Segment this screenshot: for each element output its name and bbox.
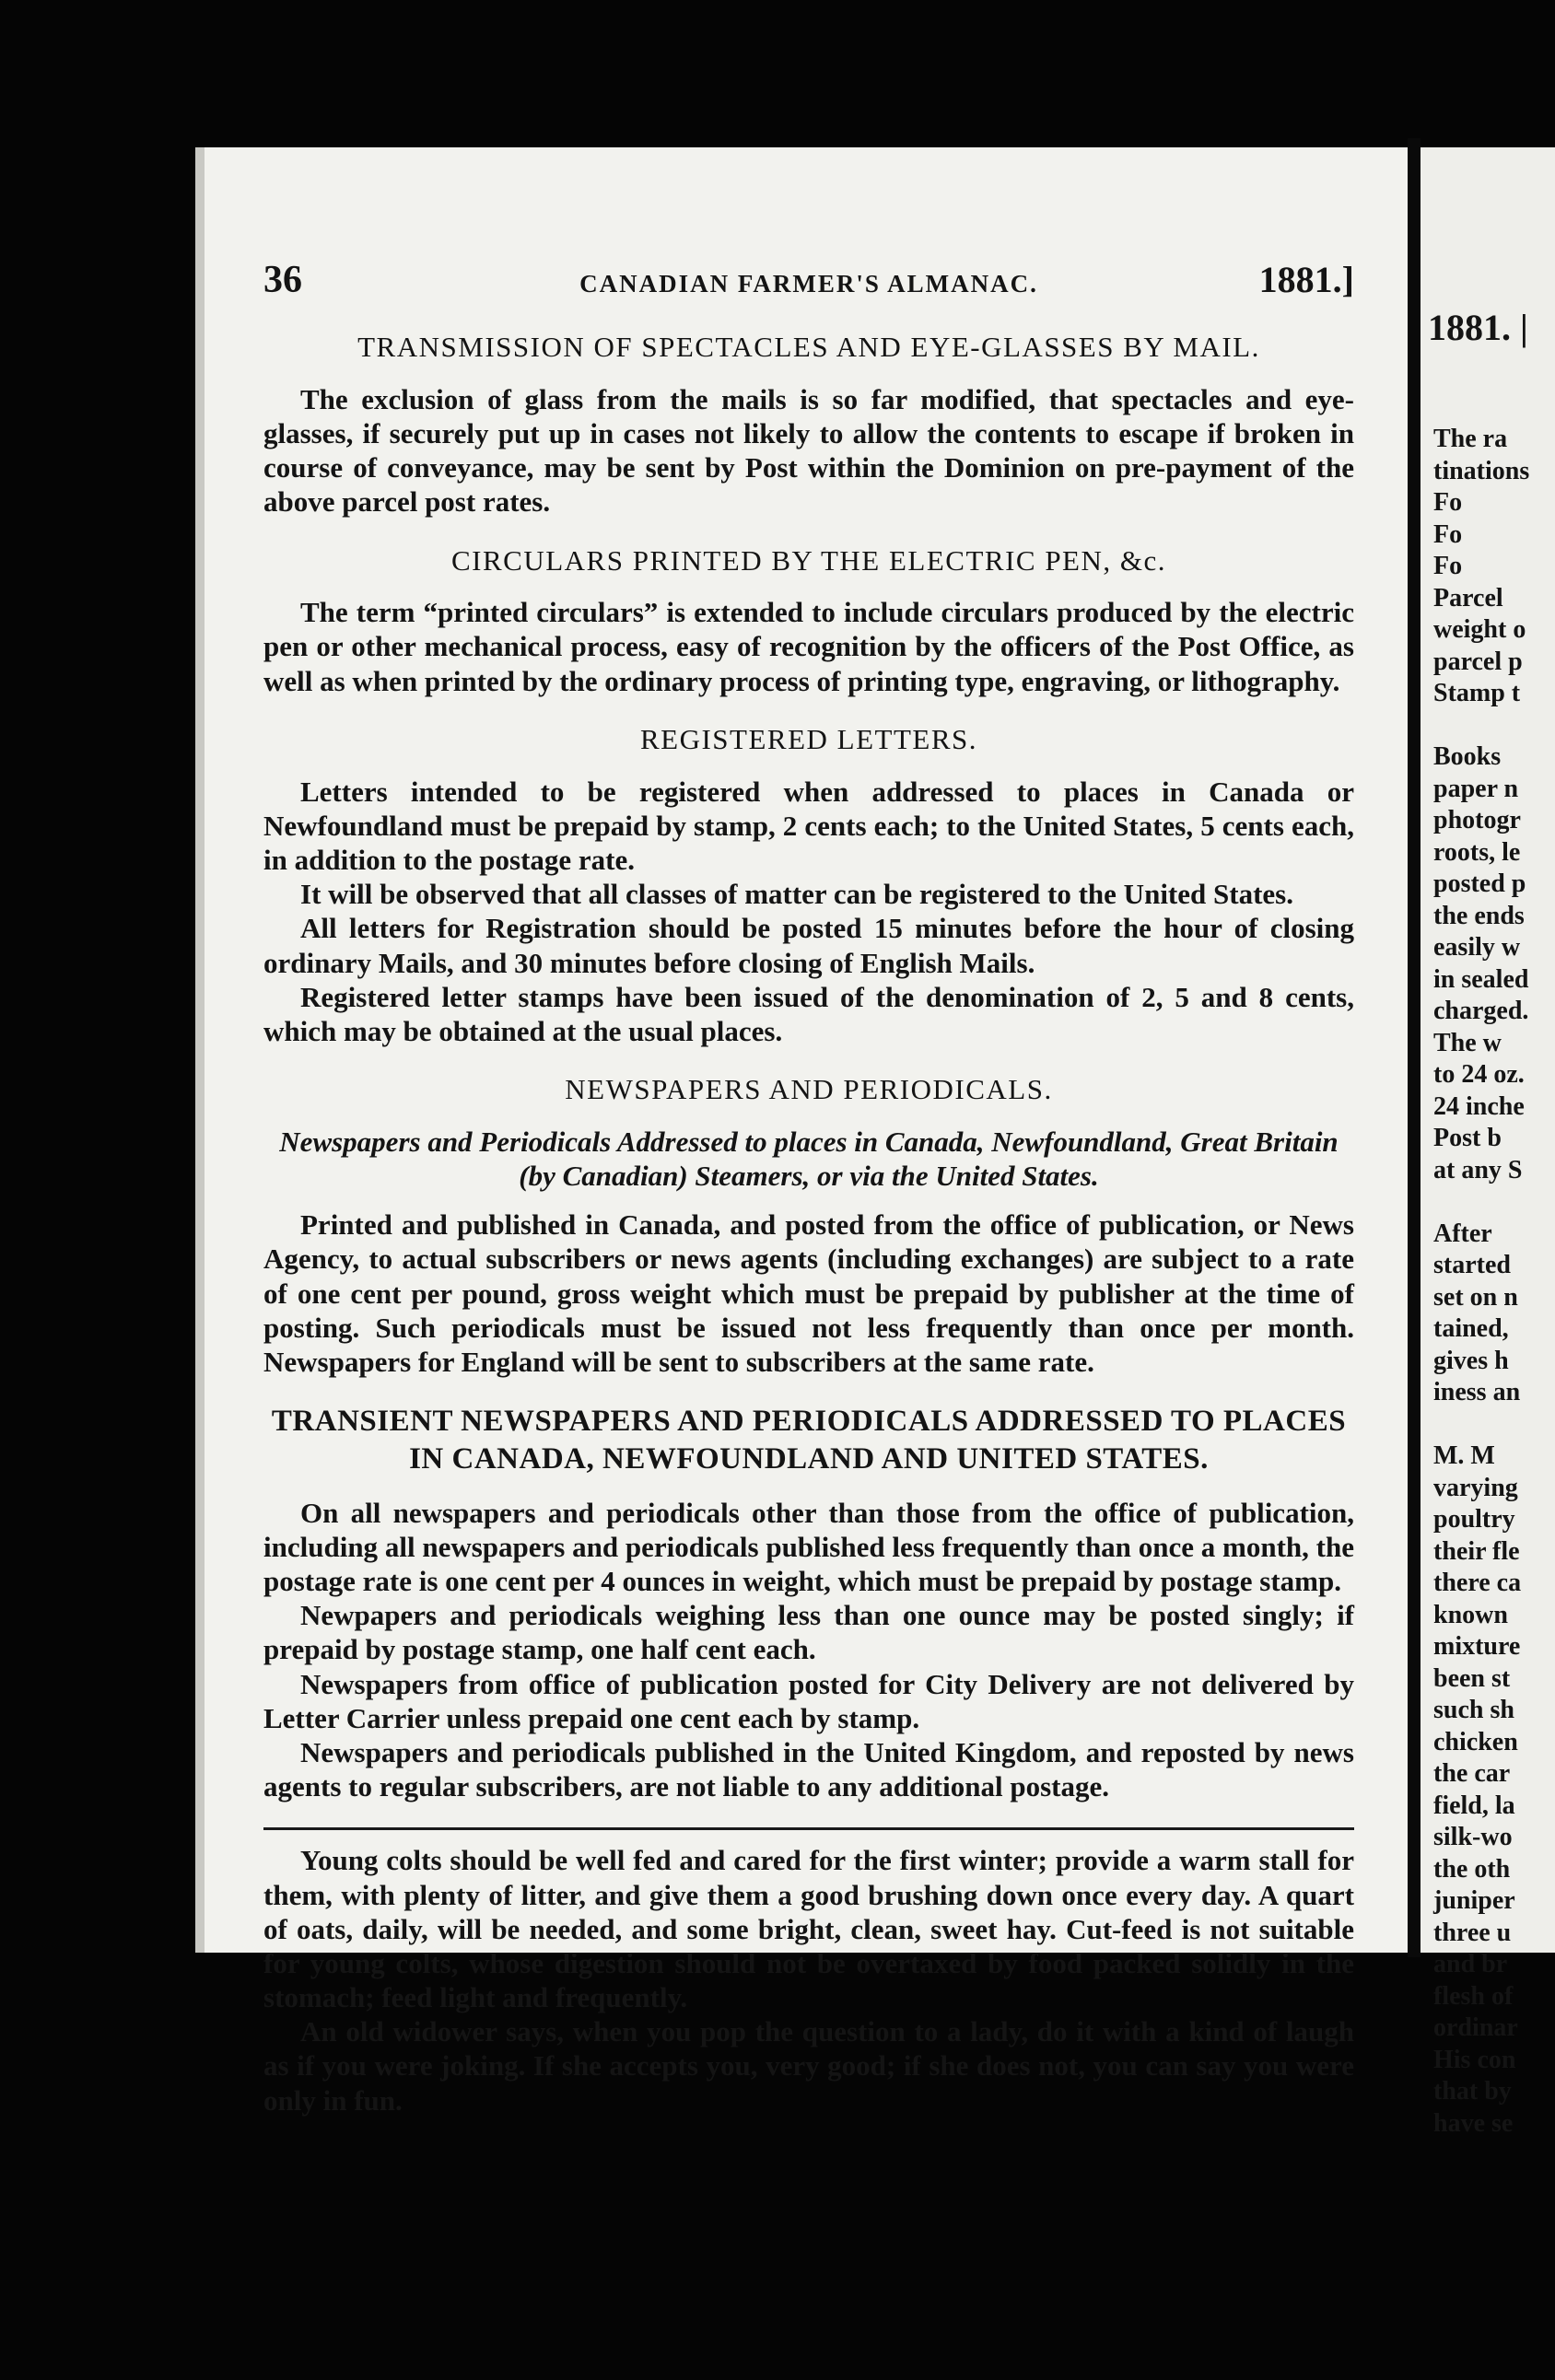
right-page-line: their fle	[1433, 1536, 1520, 1566]
paragraph: Young colts should be well fed and cared for the first winter; provide a warm stall for them, with plenty of litter, and give them a good brushing down once every day. A quart of oats, daily, will be needed, and some bright, clean, sweet hay. Cut-feed is not suitable for young colts, whose digestion should not be overtaxed by food packed solidly in the stomach; feed light and frequently.	[263, 1844, 1354, 2014]
right-page-line: at any S	[1433, 1155, 1523, 1184]
right-page-line: known	[1433, 1600, 1508, 1629]
right-page-line: roots, le	[1433, 837, 1521, 867]
section-heading: CIRCULARS PRINTED BY THE ELECTRIC PEN, &c.	[450, 543, 1166, 577]
section-subheading: Newspapers and Periodicals Addressed to places in Canada, Newfoundland, Great Britain (by Canadian) Steamers, or via the United States.	[279, 1125, 1339, 1192]
right-page-line: poultry	[1433, 1505, 1515, 1534]
right-page-line: silk-wo	[1433, 1823, 1513, 1851]
right-page-line: such sh	[1433, 1696, 1514, 1724]
section-circulars	[263, 543, 1354, 698]
paragraph: Letters intended to be registered when addressed to places in Canada or Newfoundland must be prepaid by stamp, 2 cents each; to the United States, 5 cents each, in addition to the postage rate.	[263, 775, 1354, 876]
left-page	[195, 147, 1408, 2117]
right-page-line: the ends	[1433, 901, 1525, 930]
right-page-line: set on n	[1433, 1282, 1518, 1312]
right-page-line: juniper	[1433, 1886, 1515, 1915]
paragraph: Newpapers and periodicals weighing less than one ounce may be posted singly; if prepaid by postage stamp, one half cent each.	[263, 1599, 1354, 1666]
right-page-line: field, la	[1433, 1791, 1515, 1820]
paragraph: It will be observed that all classes of matter can be registered to the United States.	[300, 878, 1293, 911]
right-page-line: there ca	[1433, 1569, 1522, 1597]
paragraph: All letters for Registration should be posted 15 minutes before the hour of closing ordinary Mails, and 30 minutes before closing of English Mails.	[263, 912, 1354, 979]
header-year: 1881.]	[1258, 259, 1354, 300]
right-page-line: been st	[1433, 1663, 1511, 1693]
running-title: CANADIAN FARMER'S ALMANAC.	[579, 270, 1038, 298]
right-page-line: 24 inche	[1433, 1091, 1525, 1121]
right-page-line: Stamp t	[1433, 679, 1521, 707]
right-page-line: The w	[1433, 1028, 1502, 1057]
right-page-line: the car	[1433, 1759, 1511, 1788]
section-heading: TRANSMISSION OF SPECTACLES AND EYE-GLASSES BY MAIL.	[357, 331, 1260, 363]
section-newspapers	[263, 1072, 1354, 1379]
page-number: 36	[263, 259, 302, 301]
right-page-line: charged.	[1433, 997, 1529, 1025]
right-page-line: photogr	[1433, 806, 1521, 834]
right-page-line: Fo	[1433, 552, 1463, 580]
right-page-line: flesh of	[1433, 1981, 1514, 2011]
right-page-line: easily w	[1433, 933, 1521, 962]
right-page-line: three u	[1433, 1918, 1512, 1947]
right-page-line: mixture	[1433, 1632, 1521, 1661]
paragraph: On all newspapers and periodicals other than those from the office of publication, including all newspapers and periodicals published less frequently than once a month, the postage rate is one cent per 4 ounces in weight, which must be prepaid by postage stamp.	[263, 1496, 1354, 1597]
right-page-line: Parcel	[1433, 583, 1503, 612]
footer-notes	[263, 1843, 1354, 2118]
section-heading: NEWSPAPERS AND PERIODICALS.	[565, 1073, 1053, 1106]
right-page-line: iness an	[1433, 1378, 1521, 1406]
right-page-line: that by	[1433, 2077, 1512, 2106]
right-page-line: paper n	[1433, 774, 1519, 803]
paragraph: An old widower says, when you pop the question to a lady, do it with a kind of laugh as if you were joking. If she accepts you, very good; if she does not, you can say you were only in fun.	[263, 2015, 1354, 2117]
section-transient-newspapers	[263, 1403, 1354, 1803]
paragraph: Printed and published in Canada, and posted from the office of publication, or News Agency, to actual subscribers or news agents (including exchanges) are subject to a rate of one cent per pound, gross weight which must be prepaid by publisher at the time of posting. Such periodicals must be issued not less frequently than once per month. Newspapers for England will be sent to subscribers at the same rate.	[263, 1208, 1354, 1378]
right-page-line: tinations	[1433, 456, 1530, 485]
right-page-line: Fo	[1433, 488, 1463, 517]
section-registered-letters	[263, 722, 1354, 1048]
right-page-year: 1881. |	[1428, 307, 1528, 348]
right-page-line: Books	[1433, 742, 1502, 771]
right-page-line: parcel p	[1433, 647, 1523, 676]
right-page-line: and br	[1433, 1950, 1508, 1978]
right-page-line	[1433, 710, 1529, 742]
page-gutter	[1408, 138, 1421, 1957]
right-page	[1421, 147, 1555, 2138]
right-page-line: The ra	[1433, 425, 1508, 453]
right-page-line: started	[1433, 1251, 1511, 1279]
divider-rule	[263, 1827, 1354, 1830]
paragraph: The term “printed circulars” is extended to include circulars produced by the electric pen or other mechanical process, easy of recognition by the officers of the Post Office, as well as when printed by the ordinary process of printing type, engraving, or lithography.	[263, 596, 1354, 697]
right-page-line: M. M	[1433, 1441, 1495, 1470]
paragraph: Registered letter stamps have been issued of the denomination of 2, 5 and 8 cents, which may be obtained at the usual places.	[263, 980, 1354, 1047]
right-page-line: Fo	[1433, 519, 1463, 549]
section-heading: TRANSIENT NEWSPAPERS AND PERIODICALS ADDRESSED TO PLACES IN CANADA, NEWFOUNDLAND AND UNITED STATES.	[271, 1405, 1347, 1476]
page-header	[263, 258, 1354, 302]
right-page-line: weight o	[1433, 615, 1526, 644]
right-page-line: gives h	[1433, 1346, 1509, 1375]
right-page-line: to 24 oz.	[1433, 1060, 1525, 1089]
right-page-line	[1433, 1409, 1529, 1441]
paragraph: The exclusion of glass from the mails is so far modified, that spectacles and eye-glasses, if securely put up in cases not likely to allow the contents to escape if broken in course of conveyance, may be sent by Post within the Dominion on pre-payment of the above parcel post rates.	[263, 382, 1354, 519]
section-spectacles	[263, 330, 1354, 519]
right-page-line: varying	[1433, 1473, 1518, 1502]
right-page-text	[1433, 424, 1529, 2140]
paragraph: Newspapers and periodicals published in the United Kingdom, and reposted by news agents to regular subscribers, are not liable to any additional postage.	[263, 1735, 1354, 1803]
right-page-line: Post b	[1433, 1124, 1502, 1152]
right-page-line: After	[1433, 1219, 1492, 1248]
right-page-line: posted p	[1433, 869, 1526, 898]
paragraph: Newspapers from office of publication posted for City Delivery are not delivered by Letter Carrier unless prepaid one cent each by stamp.	[263, 1667, 1354, 1734]
right-page-line: ordinar	[1433, 2013, 1518, 2042]
right-page-line: have se	[1433, 2108, 1514, 2138]
section-heading: REGISTERED LETTERS.	[639, 722, 978, 755]
right-page-line: His con	[1433, 2045, 1516, 2074]
right-page-line	[1433, 1186, 1529, 1219]
right-page-line: the oth	[1433, 1854, 1511, 1884]
right-page-line: tained,	[1433, 1314, 1509, 1343]
right-page-line: chicken	[1433, 1727, 1518, 1756]
right-page-line: in sealed	[1433, 964, 1529, 994]
